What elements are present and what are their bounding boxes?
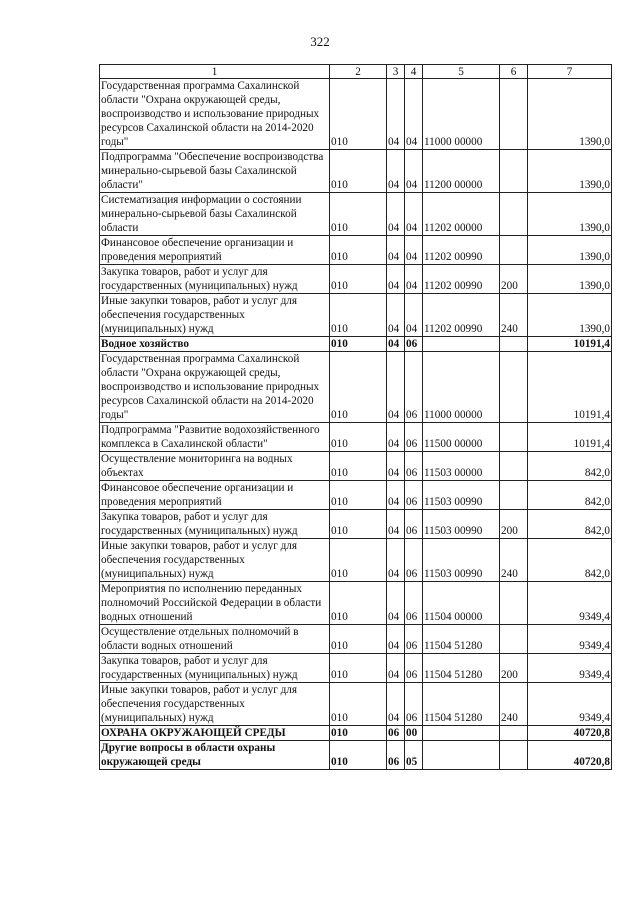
- cell-name: Иные закупки товаров, работ и услуг для обеспечения государственных (муниципальных) нужд: [100, 294, 330, 337]
- table-row: [100, 352, 612, 423]
- column-header: 2: [330, 65, 387, 79]
- cell-section-code: 04: [387, 539, 405, 582]
- column-header: 6: [500, 65, 528, 79]
- cell-name: Иные закупки товаров, работ и услуг для обеспечения государственных (муниципальных) нужд: [100, 683, 330, 726]
- cell-article-code: 11503 00990: [423, 510, 500, 539]
- cell-ministry-code: 010: [330, 337, 387, 352]
- table-row: [100, 265, 612, 294]
- cell-ministry-code: 010: [330, 582, 387, 625]
- cell-article-code: 11504 51280: [423, 683, 500, 726]
- cell-amount: 1390,0: [528, 79, 612, 150]
- cell-ministry-code: 010: [330, 236, 387, 265]
- cell-subsection-code: 05: [405, 741, 423, 770]
- cell-expense-type: 240: [500, 539, 528, 582]
- cell-amount: 9349,4: [528, 683, 612, 726]
- cell-subsection-code: 06: [405, 423, 423, 452]
- cell-name: Мероприятия по исполнению переданных полномочий Российской Федерации в области водных отношений: [100, 582, 330, 625]
- cell-subsection-code: 04: [405, 193, 423, 236]
- cell-section-code: 04: [387, 294, 405, 337]
- cell-article-code: 11504 51280: [423, 625, 500, 654]
- table-row: [100, 481, 612, 510]
- cell-article-code: 11000 00000: [423, 79, 500, 150]
- cell-subsection-code: 04: [405, 294, 423, 337]
- table-body: [100, 79, 612, 770]
- cell-amount: 9349,4: [528, 654, 612, 683]
- header-row: [100, 65, 612, 79]
- cell-article-code: 11202 00990: [423, 294, 500, 337]
- table-row: [100, 726, 612, 741]
- cell-name: Систематизация информации о состоянии минерально-сырьевой базы Сахалинской области: [100, 193, 330, 236]
- cell-amount: 842,0: [528, 510, 612, 539]
- cell-section-code: 04: [387, 582, 405, 625]
- cell-amount: 9349,4: [528, 582, 612, 625]
- cell-expense-type: 200: [500, 265, 528, 294]
- table-row: [100, 654, 612, 683]
- cell-article-code: [423, 741, 500, 770]
- cell-ministry-code: 010: [330, 510, 387, 539]
- cell-section-code: 04: [387, 265, 405, 294]
- cell-name: Подпрограмма "Обеспечение воспроизводства минерально-сырьевой базы Сахалинской области": [100, 150, 330, 193]
- cell-amount: 1390,0: [528, 150, 612, 193]
- cell-article-code: [423, 337, 500, 352]
- cell-subsection-code: 04: [405, 265, 423, 294]
- column-header: 4: [405, 65, 423, 79]
- cell-subsection-code: 06: [405, 337, 423, 352]
- cell-name: Государственная программа Сахалинской области "Охрана окружающей среды, воспроизводство и использование природных ресурсов Сахалинской области на 2014-2020 годы": [100, 79, 330, 150]
- cell-subsection-code: 04: [405, 150, 423, 193]
- cell-ministry-code: 010: [330, 481, 387, 510]
- cell-article-code: 11000 00000: [423, 352, 500, 423]
- cell-amount: 10191,4: [528, 352, 612, 423]
- cell-section-code: 04: [387, 193, 405, 236]
- cell-expense-type: 240: [500, 683, 528, 726]
- cell-section-code: 04: [387, 683, 405, 726]
- table-row: [100, 236, 612, 265]
- cell-section-code: 04: [387, 337, 405, 352]
- cell-expense-type: [500, 79, 528, 150]
- cell-subsection-code: 06: [405, 654, 423, 683]
- cell-subsection-code: 04: [405, 79, 423, 150]
- cell-article-code: 11504 00000: [423, 582, 500, 625]
- table-row: [100, 539, 612, 582]
- cell-name: Подпрограмма "Развитие водохозяйственного комплекса в Сахалинской области": [100, 423, 330, 452]
- table-row: [100, 741, 612, 770]
- column-header: 3: [387, 65, 405, 79]
- cell-expense-type: [500, 625, 528, 654]
- cell-section-code: 04: [387, 625, 405, 654]
- cell-section-code: 04: [387, 452, 405, 481]
- cell-subsection-code: 06: [405, 481, 423, 510]
- cell-article-code: 11202 00990: [423, 265, 500, 294]
- cell-section-code: 04: [387, 79, 405, 150]
- cell-expense-type: 200: [500, 510, 528, 539]
- budget-table: [99, 64, 612, 770]
- cell-amount: 1390,0: [528, 265, 612, 294]
- cell-article-code: 11504 51280: [423, 654, 500, 683]
- cell-article-code: 11503 00990: [423, 539, 500, 582]
- cell-section-code: 04: [387, 423, 405, 452]
- cell-amount: 10191,4: [528, 337, 612, 352]
- cell-article-code: 11503 00990: [423, 481, 500, 510]
- cell-amount: 842,0: [528, 481, 612, 510]
- cell-ministry-code: 010: [330, 265, 387, 294]
- cell-ministry-code: 010: [330, 683, 387, 726]
- column-header: 1: [100, 65, 330, 79]
- cell-subsection-code: 04: [405, 236, 423, 265]
- cell-expense-type: 200: [500, 654, 528, 683]
- cell-subsection-code: 06: [405, 510, 423, 539]
- cell-amount: 1390,0: [528, 193, 612, 236]
- column-header: 7: [528, 65, 612, 79]
- cell-name: Иные закупки товаров, работ и услуг для обеспечения государственных (муниципальных) нужд: [100, 539, 330, 582]
- cell-subsection-code: 06: [405, 625, 423, 654]
- table-row: [100, 510, 612, 539]
- table-row: [100, 683, 612, 726]
- cell-ministry-code: 010: [330, 423, 387, 452]
- cell-expense-type: [500, 481, 528, 510]
- cell-section-code: 04: [387, 352, 405, 423]
- cell-section-code: 04: [387, 510, 405, 539]
- cell-amount: 40720,8: [528, 726, 612, 741]
- cell-expense-type: [500, 337, 528, 352]
- cell-amount: 842,0: [528, 452, 612, 481]
- cell-name: Закупка товаров, работ и услуг для государственных (муниципальных) нужд: [100, 654, 330, 683]
- cell-amount: 1390,0: [528, 236, 612, 265]
- cell-expense-type: [500, 582, 528, 625]
- cell-amount: 10191,4: [528, 423, 612, 452]
- cell-subsection-code: 00: [405, 726, 423, 741]
- cell-name: Закупка товаров, работ и услуг для государственных (муниципальных) нужд: [100, 510, 330, 539]
- cell-amount: 40720,8: [528, 741, 612, 770]
- table-row: [100, 337, 612, 352]
- cell-section-code: 04: [387, 481, 405, 510]
- table-row: [100, 150, 612, 193]
- cell-subsection-code: 06: [405, 683, 423, 726]
- table-row: [100, 423, 612, 452]
- cell-name: Закупка товаров, работ и услуг для государственных (муниципальных) нужд: [100, 265, 330, 294]
- table-row: [100, 294, 612, 337]
- cell-ministry-code: 010: [330, 79, 387, 150]
- cell-amount: 9349,4: [528, 625, 612, 654]
- cell-name: Осуществление отдельных полномочий в области водных отношений: [100, 625, 330, 654]
- cell-expense-type: [500, 150, 528, 193]
- cell-name: Финансовое обеспечение организации и проведения мероприятий: [100, 236, 330, 265]
- cell-expense-type: 240: [500, 294, 528, 337]
- cell-amount: 842,0: [528, 539, 612, 582]
- cell-ministry-code: 010: [330, 625, 387, 654]
- cell-section-code: 04: [387, 150, 405, 193]
- cell-section-code: 04: [387, 236, 405, 265]
- cell-ministry-code: 010: [330, 539, 387, 582]
- cell-article-code: 11503 00000: [423, 452, 500, 481]
- cell-expense-type: [500, 741, 528, 770]
- cell-expense-type: [500, 423, 528, 452]
- cell-name: Водное хозяйство: [100, 337, 330, 352]
- table-row: [100, 452, 612, 481]
- cell-ministry-code: 010: [330, 352, 387, 423]
- page-number: 322: [310, 34, 330, 49]
- cell-name: Осуществление мониторинга на водных объектах: [100, 452, 330, 481]
- table-row: [100, 582, 612, 625]
- cell-ministry-code: 010: [330, 726, 387, 741]
- cell-section-code: 06: [387, 741, 405, 770]
- cell-name: Финансовое обеспечение организации и проведения мероприятий: [100, 481, 330, 510]
- cell-expense-type: [500, 726, 528, 741]
- cell-article-code: 11500 00000: [423, 423, 500, 452]
- cell-ministry-code: 010: [330, 294, 387, 337]
- cell-subsection-code: 06: [405, 452, 423, 481]
- column-header: 5: [423, 65, 500, 79]
- cell-expense-type: [500, 352, 528, 423]
- cell-section-code: 04: [387, 654, 405, 683]
- table-row: [100, 193, 612, 236]
- cell-ministry-code: 010: [330, 452, 387, 481]
- cell-expense-type: [500, 452, 528, 481]
- cell-subsection-code: 06: [405, 539, 423, 582]
- cell-subsection-code: 06: [405, 582, 423, 625]
- cell-article-code: 11202 00990: [423, 236, 500, 265]
- cell-amount: 1390,0: [528, 294, 612, 337]
- table-row: [100, 79, 612, 150]
- cell-name: Государственная программа Сахалинской области "Охрана окружающей среды, воспроизводство и использование природных ресурсов Сахалинской области на 2014-2020 годы": [100, 352, 330, 423]
- cell-article-code: 11200 00000: [423, 150, 500, 193]
- cell-ministry-code: 010: [330, 150, 387, 193]
- cell-subsection-code: 06: [405, 352, 423, 423]
- cell-article-code: [423, 726, 500, 741]
- cell-ministry-code: 010: [330, 741, 387, 770]
- cell-ministry-code: 010: [330, 193, 387, 236]
- cell-expense-type: [500, 236, 528, 265]
- cell-name: ОХРАНА ОКРУЖАЮЩЕЙ СРЕДЫ: [100, 726, 330, 741]
- table-row: [100, 625, 612, 654]
- cell-expense-type: [500, 193, 528, 236]
- cell-section-code: 06: [387, 726, 405, 741]
- cell-article-code: 11202 00000: [423, 193, 500, 236]
- cell-name: Другие вопросы в области охраны окружающей среды: [100, 741, 330, 770]
- cell-ministry-code: 010: [330, 654, 387, 683]
